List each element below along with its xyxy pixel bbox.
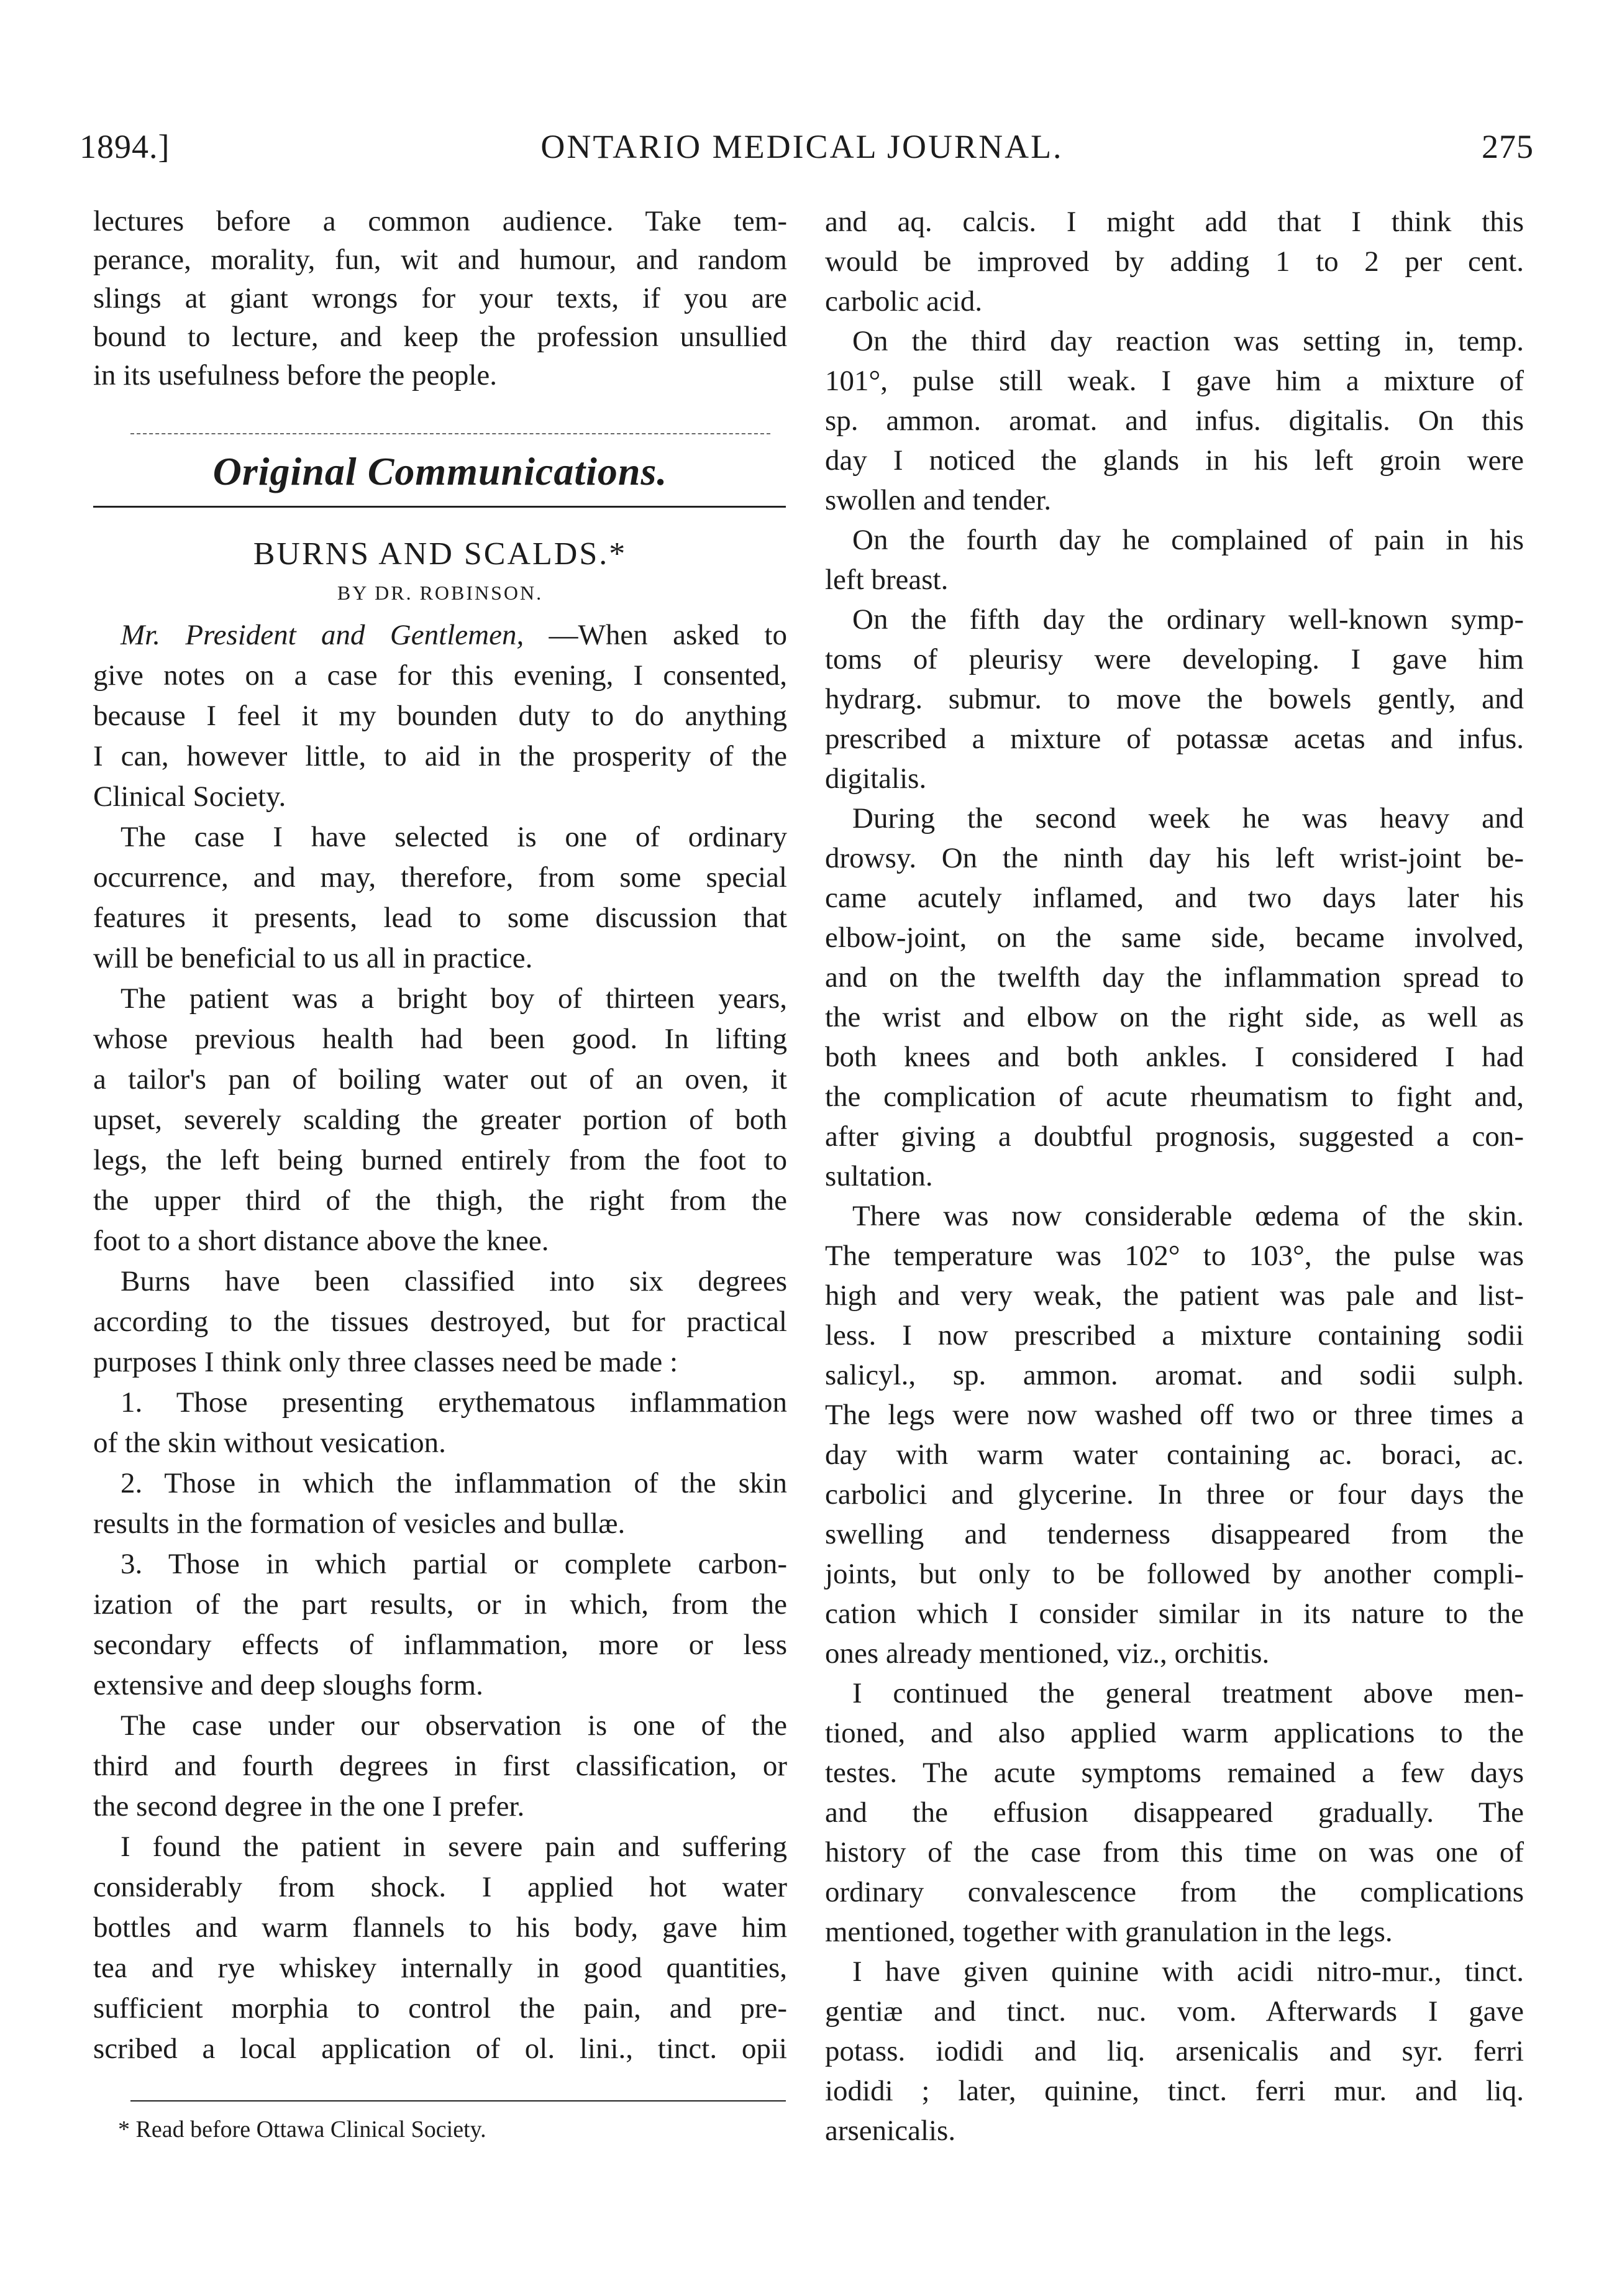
text-line: I can, however little, to aid in the prosperity of the [93, 740, 787, 772]
text-line: lectures before a common audience. Take tem- [93, 205, 787, 237]
text-line: tioned, and also applied warm applications to the [825, 1717, 1524, 1749]
text-line: occurrence, and may, therefore, from some special [93, 861, 787, 894]
text-line: swelling and tenderness disappeared from the [825, 1518, 1524, 1550]
page-number: 275 [1482, 128, 1534, 165]
header-year: 1894.] [80, 128, 170, 165]
text-line: mentioned, together with granulation in the legs. [825, 1916, 1393, 1948]
paragraph [93, 817, 787, 979]
paragraph [825, 798, 1524, 1196]
footnote-rule [130, 2100, 786, 2102]
text-line: results in the formation of vesicles and bullæ. [93, 1507, 626, 1540]
text-line: third and fourth degrees in first classification, or [93, 1750, 787, 1782]
text-line: day I noticed the glands in his left groin were [825, 444, 1524, 477]
text-line: There was now considerable œdema of the skin. [852, 1200, 1524, 1232]
text-line: The temperature was 102° to 103°, the pulse was [825, 1240, 1524, 1272]
text-line: extensive and deep sloughs form. [93, 1669, 483, 1701]
text-line: cation which I consider similar in its nature to the [825, 1598, 1524, 1630]
text-line: less. I now prescribed a mixture containing sodii [825, 1319, 1524, 1352]
text-line: salicyl., sp. ammon. aromat. and sodii sulph. [825, 1359, 1524, 1391]
text-line: and the effusion disappeared gradually. The [825, 1796, 1524, 1829]
paragraph [93, 979, 787, 1261]
text-line: Clinical Society. [93, 780, 286, 813]
text-line: will be beneficial to us all in practice. [93, 942, 533, 974]
text-line: joints, but only to be followed by another compli- [825, 1558, 1524, 1590]
text-line: The case under our observation is one of the [121, 1709, 787, 1742]
text-line: tea and rye whiskey internally in good quantities, [93, 1952, 787, 1984]
text-line: ordinary convalescence from the complications [825, 1876, 1524, 1908]
text-line: upset, severely scalding the greater portion of both [93, 1104, 787, 1136]
paragraph [93, 202, 787, 395]
paragraph [825, 1952, 1524, 2151]
text-line: elbow-joint, on the same side, became involved, [825, 922, 1524, 954]
paragraph [825, 1196, 1524, 1673]
text-line: digitalis. [825, 762, 927, 795]
text-line: sp. ammon. aromat. and infus. digitalis. On this [825, 405, 1524, 437]
text-line: ones already mentioned, viz., orchitis. [825, 1637, 1270, 1670]
text-line: slings at giant wrongs for your texts, if you are [93, 282, 787, 314]
article-title: BURNS AND SCALDS.* [253, 536, 627, 572]
right-column-body [825, 202, 1524, 2151]
text-line: considerably from shock. I applied hot water [93, 1871, 787, 1903]
text-line: arsenicalis. [825, 2115, 956, 2147]
footnote: * Read before Ottawa Clinical Society. [118, 2116, 486, 2143]
text-line: and aq. calcis. I might add that I think this [825, 206, 1524, 238]
paragraph [93, 1463, 787, 1544]
text-line [93, 615, 787, 656]
text-line: I found the patient in severe pain and suffering [121, 1831, 787, 1863]
text-line: 101°, pulse still weak. I gave him a mixture of [825, 365, 1524, 397]
text-line: potass. iodidi and liq. arsenicalis and syr. ferri [825, 2035, 1524, 2067]
text-line: sufficient morphia to control the pain, and pre- [93, 1992, 787, 2024]
text-line: prescribed a mixture of potassæ acetas and infus. [825, 723, 1524, 755]
text-line: bound to lecture, and keep the profession unsullied [93, 321, 787, 353]
text-line: 2. Those in which the inflammation of the skin [121, 1467, 787, 1499]
paragraph [825, 202, 1524, 321]
text-line: sultation. [825, 1160, 933, 1192]
text-line: after giving a doubtful prognosis, suggested a con- [825, 1120, 1524, 1153]
text-line: foot to a short distance above the knee. [93, 1225, 549, 1257]
text-line: day with warm water containing ac. boraci, ac. [825, 1438, 1524, 1471]
section-divider-bottom [93, 506, 786, 508]
paragraph [93, 1544, 787, 1706]
text-line: because I feel it my bounden duty to do anything [93, 700, 787, 732]
text-line: of the skin without vesication. [93, 1427, 446, 1459]
text-line: drowsy. On the ninth day his left wrist-joint be- [825, 842, 1524, 874]
text-line: in its usefulness before the people. [93, 359, 497, 391]
text-line: give notes on a case for this evening, I consented, [93, 659, 787, 692]
text-line: I have given quinine with acidi nitro-mur., tinct. [852, 1955, 1524, 1988]
paragraph [93, 1383, 787, 1463]
text-line: the upper third of the thigh, the right from the [93, 1184, 787, 1217]
text-line: scribed a local application of ol. lini., tinct. opii [93, 2033, 787, 2065]
text-line: iodidi ; later, quinine, tinct. ferri mur. and liq. [825, 2075, 1524, 2107]
paragraph [825, 600, 1524, 798]
text-line: left breast. [825, 564, 949, 596]
paragraph [93, 615, 787, 817]
text-line: both knees and both ankles. I considered I had [825, 1041, 1524, 1073]
paragraph [93, 1827, 787, 2069]
text-line: hydrarg. submur. to move the bowels gently, and [825, 683, 1524, 715]
text-line: The patient was a bright boy of thirteen years, [121, 982, 787, 1015]
text-line: The case I have selected is one of ordinary [121, 821, 787, 853]
journal-title: ONTARIO MEDICAL JOURNAL. [540, 128, 1064, 165]
paragraph [93, 1261, 787, 1383]
section-title: Original Communications. [212, 449, 668, 493]
text-line: according to the tissues destroyed, but for practical [93, 1306, 787, 1338]
text-line: carbolici and glycerine. In three or four days the [825, 1478, 1524, 1511]
line-text: —When asked to [524, 619, 787, 651]
left-column-body [93, 615, 787, 2069]
text-line: came acutely inflamed, and two days later his [825, 882, 1524, 914]
text-line: a tailor's pan of boiling water out of an oven, it [93, 1063, 787, 1095]
text-line: history of the case from this time on was one of [825, 1836, 1524, 1868]
text-line: 3. Those in which partial or complete carbon- [121, 1548, 787, 1580]
text-line: The legs were now washed off two or three times a [825, 1399, 1524, 1431]
text-line: high and very weak, the patient was pale and list- [825, 1279, 1524, 1312]
text-line: perance, morality, fun, wit and humour, and random [93, 244, 787, 276]
paragraph [825, 520, 1524, 600]
text-line: the wrist and elbow on the right side, as well as [825, 1001, 1524, 1033]
text-line: secondary effects of inflammation, more or less [93, 1629, 787, 1661]
text-line: Burns have been classified into six degrees [121, 1265, 787, 1297]
paragraph [825, 1673, 1524, 1952]
text-line: carbolic acid. [825, 285, 983, 318]
text-line: features it presents, lead to some discussion that [93, 902, 787, 934]
text-line: I continued the general treatment above men- [852, 1677, 1524, 1709]
text-line: purposes I think only three classes need be made : [93, 1346, 678, 1378]
text-line: the second degree in the one I prefer. [93, 1790, 525, 1823]
text-line: On the fifth day the ordinary well-known symp- [852, 603, 1524, 636]
text-line: On the third day reaction was setting in, temp. [852, 325, 1524, 357]
salutation: Mr. President and Gentlemen, [121, 619, 524, 651]
left-intro-text [93, 202, 787, 395]
section-divider-top [130, 433, 770, 434]
text-line: bottles and warm flannels to his body, gave him [93, 1911, 787, 1944]
text-line: ization of the part results, or in which, from the [93, 1588, 787, 1621]
text-line: whose previous health had been good. In lifting [93, 1023, 787, 1055]
text-line: testes. The acute symptoms remained a few days [825, 1757, 1524, 1789]
text-line: legs, the left being burned entirely from the foot to [93, 1144, 787, 1176]
text-line: On the fourth day he complained of pain in his [852, 524, 1524, 556]
byline: BY DR. ROBINSON. [337, 582, 544, 604]
text-line: swollen and tender. [825, 484, 1052, 516]
text-line: and on the twelfth day the inflammation spread to [825, 961, 1524, 994]
paragraph [825, 321, 1524, 520]
text-line: 1. Those presenting erythematous inflammation [121, 1386, 787, 1419]
text-line: During the second week he was heavy and [852, 802, 1524, 835]
text-line: the complication of acute rheumatism to fight and, [825, 1081, 1524, 1113]
text-line: gentiæ and tinct. nuc. vom. Afterwards I gave [825, 1995, 1524, 2028]
paragraph [93, 1706, 787, 1827]
text-line: toms of pleurisy were developing. I gave him [825, 643, 1524, 675]
text-line: would be improved by adding 1 to 2 per cent. [825, 245, 1524, 278]
